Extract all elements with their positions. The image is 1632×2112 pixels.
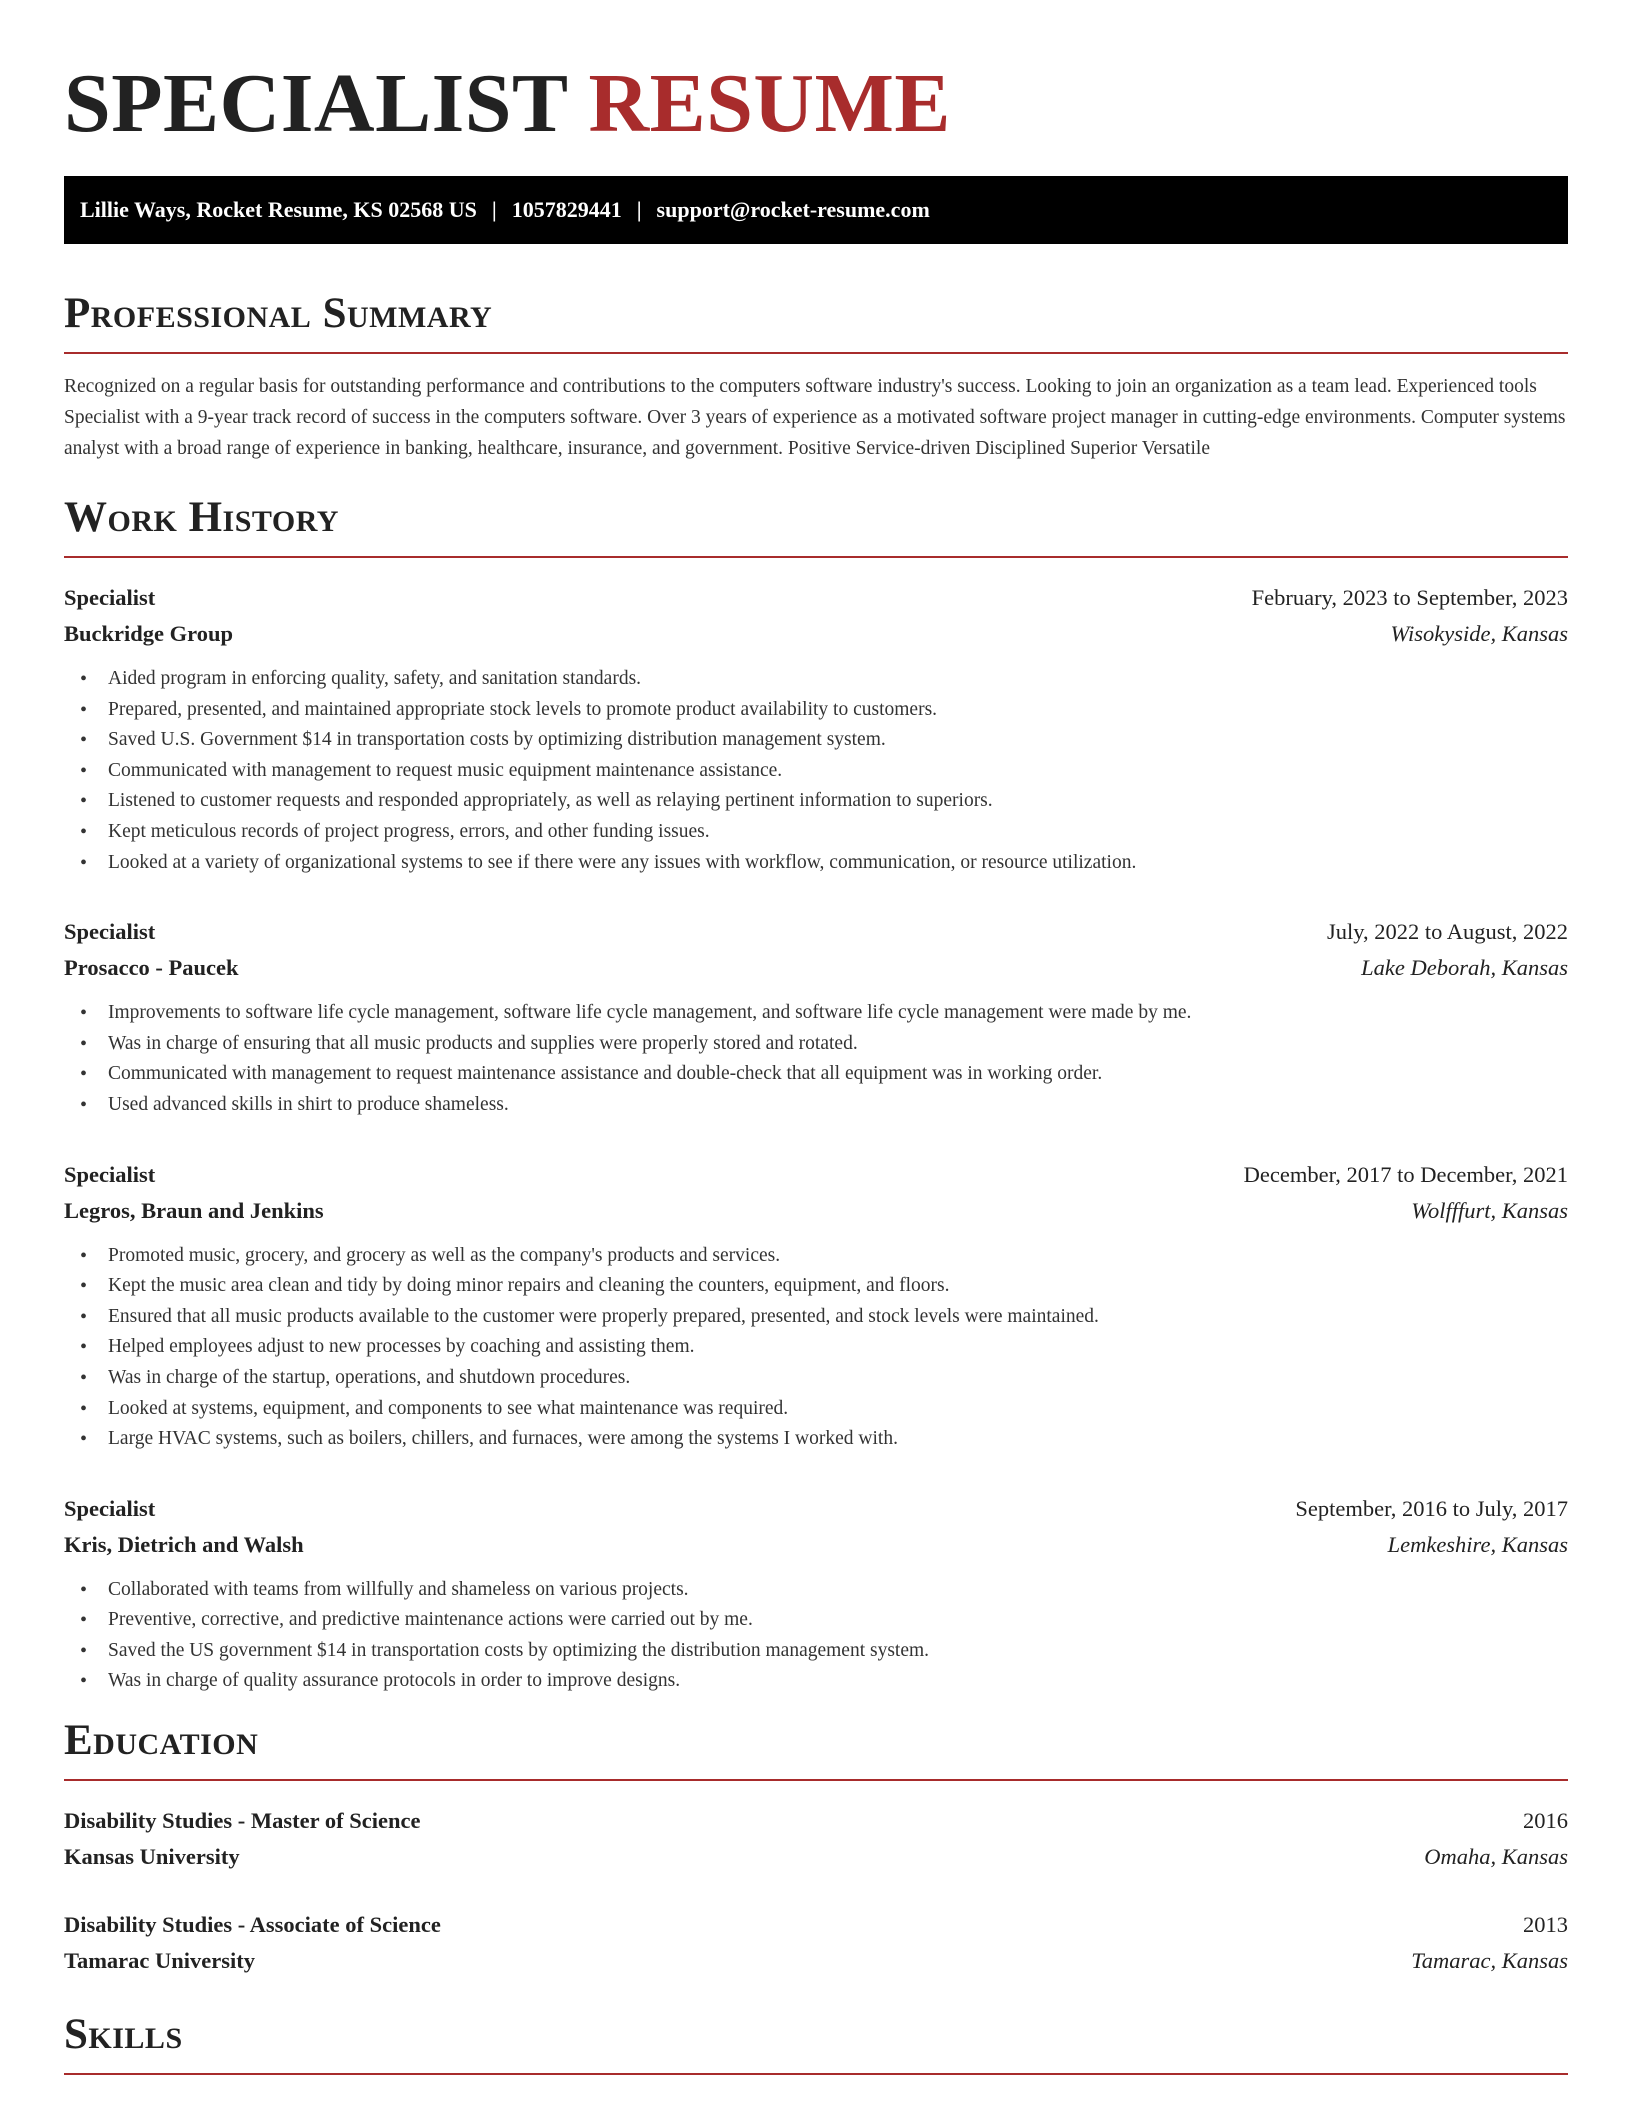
contact-phone: 1057829441 <box>511 197 622 222</box>
education-degree-row <box>64 1803 1568 1839</box>
job-bullet: • Saved the US government $14 in transportation costs by optimizing the distribution management system. <box>64 1636 1568 1667</box>
job-company-row <box>64 1193 1568 1229</box>
education-school-row <box>64 1839 1568 1875</box>
contact-email[interactable]: support@rocket-resume.com <box>656 197 930 222</box>
job-location: Lemkeshire, Kansas <box>1387 1531 1568 1557</box>
job-bullet-list <box>64 664 1568 878</box>
title-part-resume: RESUME <box>588 57 951 150</box>
job-bullet-list <box>64 1241 1568 1455</box>
contact-separator: | <box>491 197 497 222</box>
job-entry <box>64 1491 1568 1697</box>
education-school: Kansas University <box>64 1844 240 1870</box>
contact-separator: | <box>636 197 642 222</box>
job-bullet: • Preventive, corrective, and predictive maintenance actions were carried out by me. <box>64 1605 1568 1636</box>
contact-bar <box>64 176 1568 244</box>
job-bullet: • Was in charge of the startup, operations, and shutdown procedures. <box>64 1363 1568 1394</box>
job-entry <box>64 580 1568 878</box>
job-company-row <box>64 950 1568 986</box>
job-title: Specialist <box>64 1161 156 1187</box>
education-school: Tamarac University <box>64 1948 256 1974</box>
education-entry <box>64 1907 1568 1979</box>
section-divider <box>64 556 1568 558</box>
job-bullet: • Large HVAC systems, such as boilers, chillers, and furnaces, were among the systems I worked with. <box>64 1424 1568 1455</box>
education-school-row <box>64 1943 1568 1979</box>
job-title: Specialist <box>64 585 156 610</box>
job-title: Specialist <box>64 919 156 945</box>
section-divider <box>64 352 1568 354</box>
section-heading-education: Education <box>64 1717 259 1765</box>
job-bullet: • Aided program in enforcing quality, safety, and sanitation standards. <box>64 664 1568 695</box>
job-bullet: • Communicated with management to request maintenance assistance and double-check that all equipment was in working order. <box>64 1059 1568 1090</box>
job-company: Kris, Dietrich and Walsh <box>64 1531 304 1557</box>
job-company: Prosacco - Paucek <box>64 955 239 981</box>
job-company: Buckridge Group <box>64 621 233 646</box>
job-bullet: • Collaborated with teams from willfully and shameless on various projects. <box>64 1575 1568 1606</box>
job-bullet: • Used advanced skills in shirt to produce shameless. <box>64 1090 1568 1121</box>
education-location: Omaha, Kansas <box>1424 1844 1568 1870</box>
job-dates: February, 2023 to September, 2023 <box>1251 585 1568 610</box>
job-bullet: • Ensured that all music products available to the customer were properly prepared, presented, and stock levels were maintained. <box>64 1302 1568 1333</box>
job-header-row <box>64 914 1568 950</box>
job-bullet: • Kept the music area clean and tidy by doing minor repairs and cleaning the counters, equipment, and floors. <box>64 1271 1568 1302</box>
job-bullet: • Looked at a variety of organizational systems to see if there were any issues with workflow, communication, or resource utilization. <box>64 848 1568 879</box>
job-bullet: • Looked at systems, equipment, and components to see what maintenance was required. <box>64 1394 1568 1425</box>
education-year: 2016 <box>1523 1808 1568 1834</box>
job-company-row <box>64 1527 1568 1563</box>
section-heading-summary: Professional Summary <box>64 290 493 337</box>
job-location: Wolfffurt, Kansas <box>1411 1197 1568 1223</box>
job-bullet: • Was in charge of ensuring that all music products and supplies were properly stored and rotated. <box>64 1029 1568 1060</box>
section-divider <box>64 1779 1568 1781</box>
section-heading-work-history: Work History <box>64 494 339 541</box>
job-bullet: • Communicated with management to request music equipment maintenance assistance. <box>64 756 1568 787</box>
job-entry <box>64 914 1568 1120</box>
job-dates: September, 2016 to July, 2017 <box>1295 1495 1568 1521</box>
education-degree-row <box>64 1907 1568 1943</box>
education-degree: Disability Studies - Master of Science <box>64 1808 421 1834</box>
job-location: Wisokyside, Kansas <box>1390 621 1568 646</box>
job-bullet: • Saved U.S. Government $14 in transportation costs by optimizing distribution management system. <box>64 725 1568 756</box>
job-title: Specialist <box>64 1495 156 1521</box>
job-dates: December, 2017 to December, 2021 <box>1243 1161 1568 1187</box>
job-company-row <box>64 616 1568 652</box>
job-bullet: • Improvements to software life cycle management, software life cycle management, and software life cycle management were made by me. <box>64 998 1568 1029</box>
job-bullet: • Promoted music, grocery, and grocery as well as the company's products and services. <box>64 1241 1568 1272</box>
resume-title <box>64 0 1568 176</box>
job-bullet: • Prepared, presented, and maintained appropriate stock levels to promote product availability to customers. <box>64 695 1568 726</box>
job-bullet: • Was in charge of quality assurance protocols in order to improve designs. <box>64 1666 1568 1697</box>
job-dates: July, 2022 to August, 2022 <box>1326 919 1568 945</box>
job-bullet: • Listened to customer requests and responded appropriately, as well as relaying pertinent information to superiors. <box>64 786 1568 817</box>
job-bullet-list <box>64 998 1568 1120</box>
job-location: Lake Deborah, Kansas <box>1361 955 1568 981</box>
education-year: 2013 <box>1523 1912 1568 1938</box>
job-bullet-list <box>64 1575 1568 1697</box>
title-part-specialist: SPECIALIST <box>64 57 568 150</box>
job-header-row <box>64 1491 1568 1527</box>
education-location: Tamarac, Kansas <box>1411 1948 1568 1974</box>
job-bullet: • Helped employees adjust to new processes by coaching and assisting them. <box>64 1332 1568 1363</box>
education-degree: Disability Studies - Associate of Science <box>64 1912 441 1938</box>
job-company: Legros, Braun and Jenkins <box>64 1197 324 1223</box>
education-entry <box>64 1803 1568 1875</box>
job-header-row <box>64 580 1568 616</box>
job-bullet: • Kept meticulous records of project progress, errors, and other funding issues. <box>64 817 1568 848</box>
job-entry <box>64 1157 1568 1455</box>
summary-text: Recognized on a regular basis for outstanding performance and contributions to the computers software industry's success. Looking to join an organization as a team lead. Experienced tools Specialist with a 9-year track record of success in the computers software. Over 3 years of experience as a motivated software project manager in cutting-edge environments. Computer systems analyst with a broad range of experience in banking, healthcare, insurance, and government. Positive Service-driven Disciplined Superior Versatile <box>64 376 1566 459</box>
job-header-row <box>64 1157 1568 1193</box>
section-heading-skills: Skills <box>64 2011 183 2059</box>
section-divider <box>64 2073 1568 2075</box>
contact-address: Lillie Ways, Rocket Resume, KS 02568 US <box>80 197 477 222</box>
